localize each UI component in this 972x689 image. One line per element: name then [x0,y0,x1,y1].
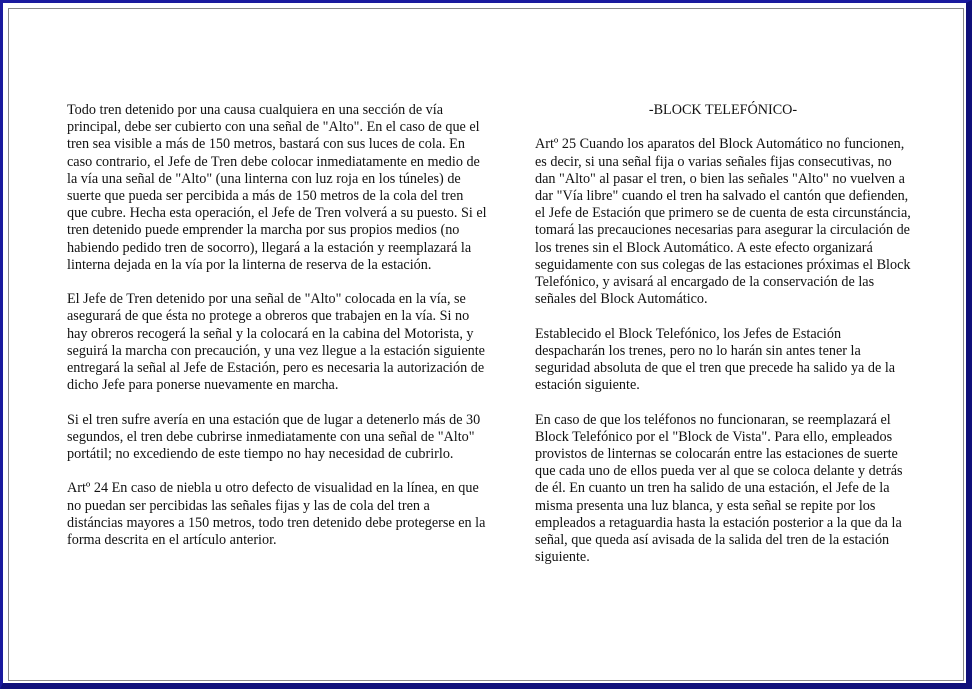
paragraph-breakdown-station: Si el tren sufre avería en una estación que de lugar a detenerlo más de 30 segundos, el tren debe cubrirse inmediatamente con una señal de "Alto" portátil; no excediendo de este tiempo no hay necesidad de cubrirlo. [67,411,481,463]
paragraph-block-de-vista: En caso de que los teléfonos no funcionaran, se reemplazará el Block Telefónico por el "Block de Vista". Para ello, empleados provistos de linternas se colocarán entre las estaciones de suerte que cada uno de ellos pueda ver al que se coloca delante y detrás de él. En cuanto un tren ha salido de una estación, el Jefe de la misma presenta una luz blanca, y esta señal se repite por los empleados a retaguardia hasta la estación posterior a la que da la señal, que queda así avisada de la salida del tren de la estación siguiente. [535,411,903,566]
paragraph-alto-signal-workers: El Jefe de Tren detenido por una señal de "Alto" colocada en la vía, se asegurará de que ésta no protege a obreros que trabajen en la vía. Si no hay obreros recogerá la señal y la colocará en la cabina del Motorista, y seguirá la marcha con precaución, y una vez llegue a la estación siguiente entregará la señal al Jefe de Estación, pero es necesaria la autorización de dicho Jefe para ponerse nuevamente en marcha. [67,291,485,394]
left-column [67,102,487,566]
paragraph-block-established: Establecido el Block Telefónico, los Jefes de Estación despacharán los trenes, pero no lo harán sin antes tener la seguridad absoluta de que el tren que precede ha salido ya de la estación siguiente. [535,325,896,394]
paragraph-article-25: Artº 25 Cuando los aparatos del Block Automático no funcionen, es decir, si una señal fija o varias señales fijas consecutivas, no dan "Alto" al pasar el tren, o bien las señales "Alto" no vuelven a dar "Vía libre" cuando el tren ha salvado el cantón que defienden, el Jefe de Estación que primero se de cuenta de esta circunstáncia, tomará las precauciones necesarias para asegurar la circulación de los trenes sin el Block Automático. A este efecto organizará seguidamente con sus colegas de las estaciones próximas el Block Telefónico, y avisará al encargado de la conservación de las señales del Block Automático. [535,136,911,308]
section-heading: -BLOCK TELEFÓNICO- [648,102,798,118]
paragraph-stopped-train-signal: Todo tren detenido por una causa cualquiera en una sección de vía principal, debe ser cubierto con una señal de "Alto". En el caso de que el tren sea visible a más de 150 metros, bastará con sus luces de cola. En caso contrario, el Jefe de Tren debe colocar inmediatamente en medio de la vía una señal de "Alto" (una linterna con luz roja en los túneles) de suerte que pueda ser percibida a más de 150 metros de la cola del tren que cubre. Hecha esta operación, el Jefe de Tren volverá a su puesto. Si el tren detenido puede emprender la marcha por sus propios medios (no habiendo pedido tren de socorro), llegará a la estación y reemplazará la linterna dejada en la vía por la linterna de reserva de la estación. [67,102,487,273]
paragraph-article-24: Artº 24 En caso de niebla u otro defecto de visualidad en la línea, en que no puedan ser percibidas las señales fijas y las de cola del tren a distáncias mayores a 150 metros, todo tren detenido debe protegerse en la forma descrita en el artículo anterior. [67,480,486,549]
right-column [535,102,911,584]
